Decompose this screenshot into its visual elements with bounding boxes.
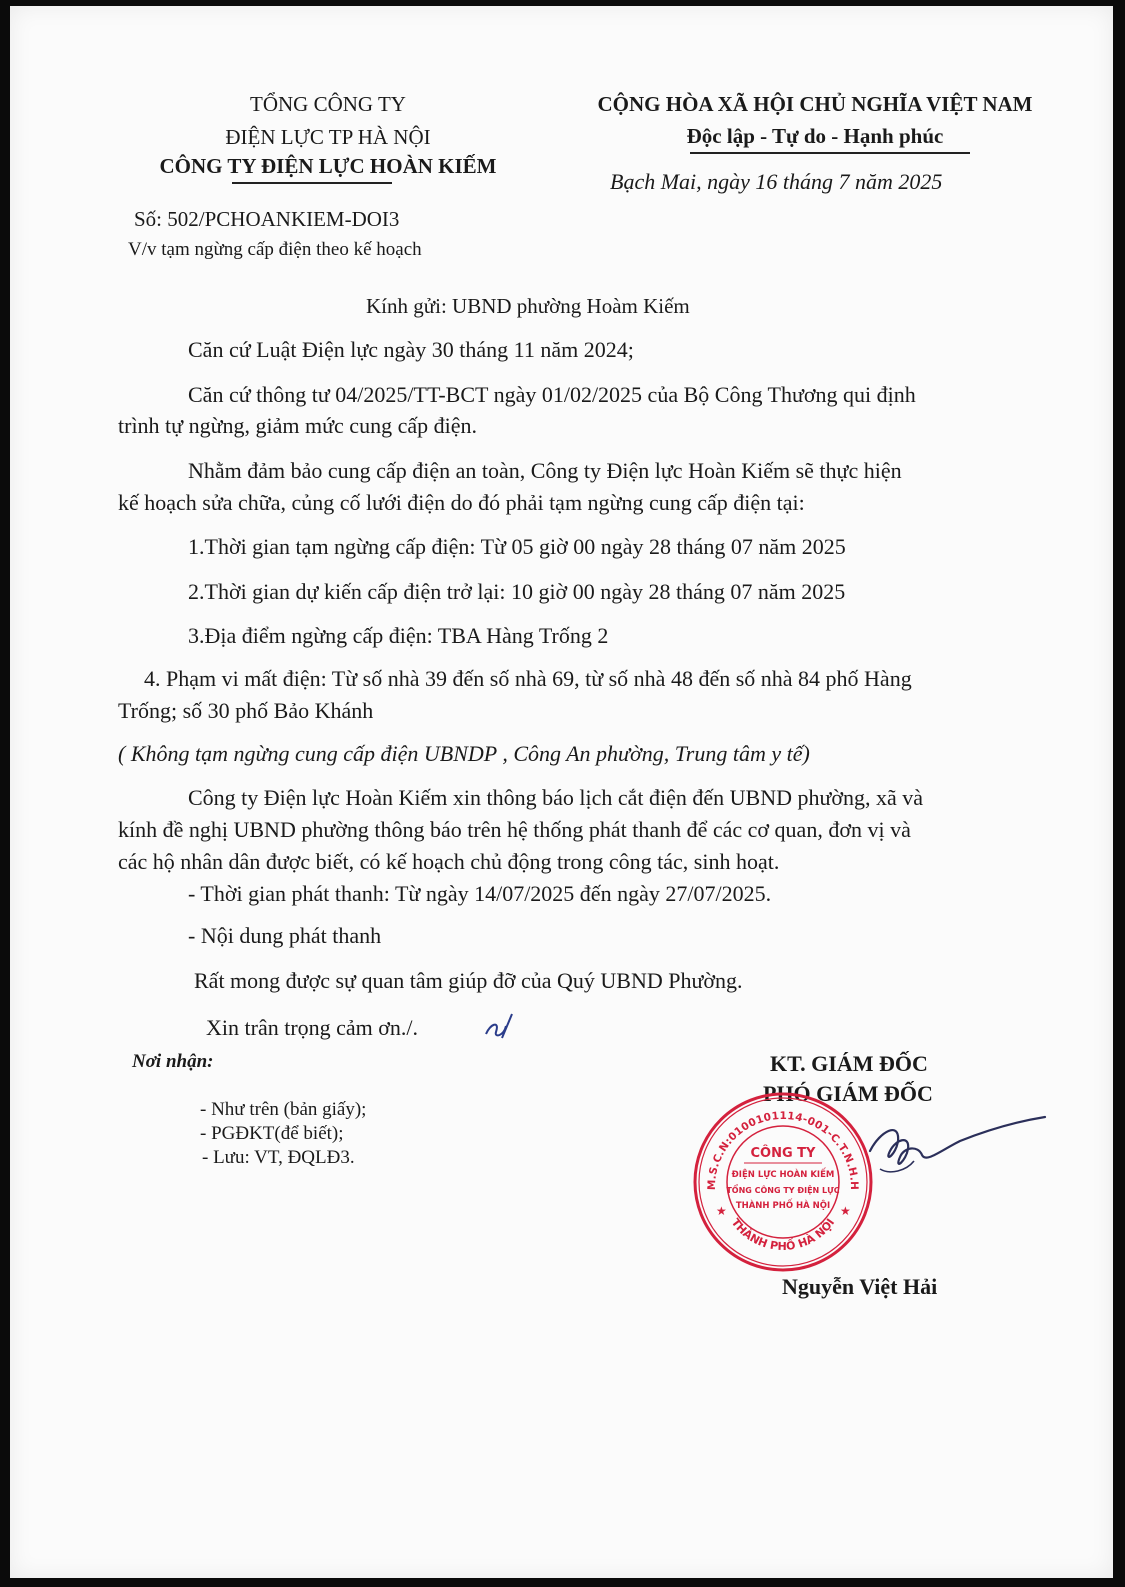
parent-company-line2: ĐIỆN LỰC TP HÀ NỘI xyxy=(225,125,431,149)
parent-company-line1: TỔNG CÔNG TY xyxy=(250,92,406,116)
legal-basis-1: Căn cứ Luật Điện lực ngày 30 tháng 11 năm 2024; xyxy=(188,337,634,362)
broadcast-content: - Nội dung phát thanh xyxy=(188,923,382,948)
notice-line3: các hộ nhân dân được biết, có kế hoạch chủ động trong công tác, sinh hoạt. xyxy=(118,849,780,874)
outage-start-time: 1.Thời gian tạm ngừng cấp điện: Từ 05 giờ 00 ngày 28 tháng 07 năm 2025 xyxy=(188,534,846,559)
legal-basis-2-line2: trình tự ngừng, giảm mức cung cấp điện. xyxy=(118,413,477,438)
broadcast-time: - Thời gian phát thanh: Từ ngày 14/07/2025 đến ngày 27/07/2025. xyxy=(188,881,772,906)
outage-location: 3.Địa điểm ngừng cấp điện: TBA Hàng Trống 2 xyxy=(188,623,609,648)
document-number: Số: 502/PCHOANKIEM-DOI3 xyxy=(134,207,400,231)
document-page xyxy=(10,6,1113,1578)
expected-restore-time: 2.Thời gian dự kiến cấp điện trở lại: 10 giờ 00 ngày 28 tháng 07 năm 2025 xyxy=(188,579,846,604)
company-underline xyxy=(232,182,392,184)
recipient-line: Kính gửi: UBND phường Hoàm Kiếm xyxy=(366,294,690,318)
handwritten-initial-icon xyxy=(480,1008,520,1044)
recipient-item: - PGĐKT(để biết); xyxy=(200,1123,344,1144)
seal-line1: CÔNG TY xyxy=(750,1146,816,1161)
signatory-name: Nguyễn Việt Hải xyxy=(782,1274,938,1299)
recipient-item: - Như trên (bản giấy); xyxy=(200,1099,367,1120)
handwritten-signature-icon xyxy=(810,1111,1050,1181)
seal-star-icon: ★ xyxy=(840,1204,851,1218)
outage-scope-line1: 4. Phạm vi mất điện: Từ số nhà 39 đến số nhà 69, từ số nhà 48 đến số nhà 84 phố Hàng xyxy=(144,666,912,691)
notice-line2: kính đề nghị UBND phường thông báo trên hệ thống phát thanh để các cơ quan, đơn vị và xyxy=(118,817,911,842)
nation-title: CỘNG HÒA XÃ HỘI CHỦ NGHĨA VIỆT NAM xyxy=(597,92,1033,116)
recipient-item: - Lưu: VT, ĐQLĐ3. xyxy=(202,1147,355,1168)
signatory-title-1: KT. GIÁM ĐỐC xyxy=(770,1051,928,1076)
motto-underline xyxy=(690,152,970,154)
document-subject: V/v tạm ngừng cấp điện theo kế hoạch xyxy=(128,239,422,260)
seal-outer-text: M.S.C.N:0100101114-001-C.T.N.H.H xyxy=(705,1109,861,1191)
seal-line2: ĐIỆN LỰC HOÀN KIẾM xyxy=(731,1170,835,1180)
company-name: CÔNG TY ĐIỆN LỰC HOÀN KIẾM xyxy=(159,154,497,178)
purpose-line1: Nhằm đảm bảo cung cấp điện an toàn, Công ty Điện lực Hoàn Kiếm sẽ thực hiện xyxy=(188,458,902,483)
signatory-title-2: PHÓ GIÁM ĐỐC xyxy=(763,1081,933,1106)
exception-note: ( Không tạm ngừng cung cấp điện UBNDP , Công An phường, Trung tâm y tế) xyxy=(118,741,810,766)
national-motto: Độc lập - Tự do - Hạnh phúc xyxy=(686,124,944,148)
closing-thanks: Xin trân trọng cảm ơn./. xyxy=(206,1015,419,1040)
closing-request: Rất mong được sự quan tâm giúp đỡ của Quý UBND Phường. xyxy=(194,968,743,993)
notice-line1: Công ty Điện lực Hoàn Kiếm xin thông báo lịch cắt điện đến UBND phường, xã và xyxy=(188,785,924,810)
seal-line3: TỔNG CÔNG TY ĐIỆN LỰC xyxy=(726,1186,840,1195)
recipients-label: Nơi nhận: xyxy=(132,1051,214,1072)
purpose-line2: kế hoạch sửa chữa, củng cố lưới điện do đó phải tạm ngừng cung cấp điện tại: xyxy=(118,490,805,515)
place-date: Bạch Mai, ngày 16 tháng 7 năm 2025 xyxy=(610,169,943,194)
seal-star-icon: ★ xyxy=(716,1204,727,1218)
seal-line4: THÀNH PHỐ HÀ NỘI xyxy=(735,1201,831,1211)
legal-basis-2-line1: Căn cứ thông tư 04/2025/TT-BCT ngày 01/02/2025 của Bộ Công Thương qui định xyxy=(188,382,916,407)
svg-text:THÀNH PHỐ HÀ NỘI xyxy=(729,1216,837,1253)
outage-scope-line2: Trống; số 30 phố Bảo Khánh xyxy=(118,698,374,723)
seal-bottom-text: THÀNH PHỐ HÀ NỘI xyxy=(728,1216,838,1253)
